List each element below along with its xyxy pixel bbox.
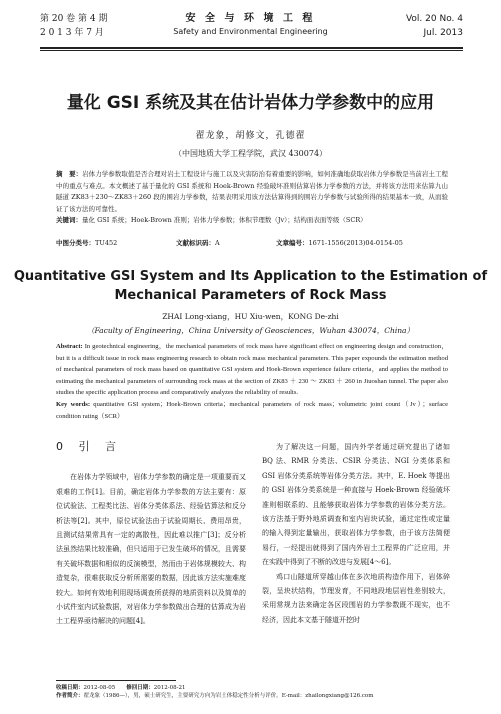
- journal-header: [0, 8, 501, 48]
- abstract-en: [56, 341, 448, 422]
- body-paragraph-3: 鸡口山隧道所穿越山体在多次地质构造作用下，岩体碎裂，呈块状结构，节理发育，不同地段地层岩性差别较大，采用常规力法来确定各区段围岩的力学参数既不现实，也不经济，因此本文基于隧道开挖时: [262, 572, 450, 624]
- section-number: 0: [56, 440, 69, 453]
- authors-cn: 翟龙象，胡修文，孔德翟: [195, 131, 306, 141]
- doc-value: A: [215, 239, 220, 247]
- header-rule-thin: [40, 50, 463, 51]
- date-line: Jul. 2013: [423, 28, 463, 38]
- journal-name-cn: 安 全 与 环 境 工 程: [185, 13, 316, 24]
- clc-label: 中图分类号：: [56, 239, 95, 247]
- keywords-cn-text: 量化 GSI 系统；Hoek-Brown 准则；岩体力学参数；体积节理数（Jv）；结构面表面等级（SCR）: [82, 216, 367, 225]
- issue-line-2: 2 0 1 3 年 7 月: [40, 28, 104, 38]
- affiliation-cn: （中国地质大学工程学院，武汉 430074）: [173, 149, 328, 158]
- section-heading: [56, 440, 246, 454]
- issue-line-1: 第 20 卷 第 4 期: [40, 14, 108, 24]
- received-label: 收稿日期：: [56, 685, 84, 691]
- received-date: 2012-08-05: [83, 685, 116, 691]
- footnote: [56, 684, 456, 700]
- article-label: 文章编号：: [276, 239, 309, 247]
- abstract-cn-text: 岩体力学参数取值是否合理对岩土工程设计与施工以及灾害防治有着重要的影响，如何准确地获取岩体力学参数是当前岩土工程中的重点与难点。本文概述了基于量化的 GSI 系统和 Hoek-Brown 经验破坏准则估算岩体力学参数的方法，并将该方法用来估算九山隧道 ZK83＋230～ZK83＋260 段的围岩力学参数，结果表明采用该方法估算得到的围岩力学参数与试验所得的结果基本一致，从而验证了该方法的可靠性。: [56, 170, 449, 213]
- classification-row: [56, 238, 456, 249]
- keywords-cn-label: 关键词：: [56, 216, 82, 225]
- abstract-en-label: Abstract:: [56, 343, 83, 350]
- header-rule-thick: [40, 47, 463, 49]
- author-bio-label: 作者简介：: [56, 693, 84, 699]
- revised-date: 2012-08-21: [153, 685, 186, 691]
- body-paragraph-2: 为了解决这一问题，国内外学者通过研究提出了诸如 BQ 法、RMR 分类法、CSIR 分类法、NGI 分类体系和 GSI 岩体分类系统等岩体分类方法。其中，E. Hoek 等提出的 GSI 岩体分类系统是一种直接与 Hoek-Brown 经验破坏准则相联系的、且能够获取岩体力学参数的岩体分类方法。该方法基于野外地质调查和室内岩块试验，通过定性或定量的输入得到定量输出，获取岩体力学参数，由于该方法简便易行，一经提出就得到了国内外岩土工程界的广泛应用，并在实践中得到了不断的改进与发展[4～6]。: [262, 443, 450, 567]
- clc-value: TU452: [95, 239, 118, 247]
- author-bio: 翟龙象（1986—），男，硕士研究生，主要研究方向为岩土体稳定性分析与评价。E-mail：zhailongxiang@126.com: [83, 693, 374, 699]
- title-en: Quantitative GSI System and Its Application to the Estimation of Mechanical Parameters of Rock Mass: [13, 269, 488, 303]
- volume-info: [406, 12, 463, 40]
- footnote-rule: [56, 680, 176, 681]
- abstract-en-text: In geotechnical engineering，the mechanical parameters of rock mass have significant effect on engineering design and construction，but it is a difficult issue in rock mass engineering research to obtain rock mass mechanical parameters. This paper expounds the estimation method of mechanical parameters of rock mass based on quantitative GSI system and Hoek-Brown experience failure criteria，and applies the method to estimating the mechanical parameters of surrounding rock mass at the section of ZK83 ＋ 230 ～ ZK83 ＋ 260 in Jiuoshan tunnel. The paper also studies the specific application process and comparatively analyzes the reliability of results.: [56, 343, 448, 397]
- journal-name-en: Safety and Environmental Engineering: [173, 27, 328, 36]
- revised-label: 修回日期：: [126, 685, 154, 691]
- body-column-right: [262, 440, 450, 627]
- section-title: 引 言: [78, 440, 122, 453]
- body-paragraph-1: 在岩体力学领域中，岩体力学参数的确定是一项重要而又艰难的工作[1]。目前，确定岩体力学参数的方法主要有：原位试验法、工程类比法、岩体分类体系法、经验估算法和反分析法等[2]。其中，原位试验法由于试验周期长、费用昂贵，且测试结果常具有一定的离散性，因此难以推广[3]；反分析法虽然结果比较准确，但只适用于已发生破坏的情况，且需要有关破坏数据和相似的反演模型，然而由于岩体规模较大、构造复杂，很难获取反分析所需要的数据，因此该方法实施难度较大。如何有效地利用现场调查所获得的地质资料以及简单的小试件室内试验数据，对岩体力学参数做出合理的估算成为岩土工程界亟待解决的问题[4]。: [56, 473, 246, 626]
- abstract-cn-label: 摘 要：: [56, 170, 83, 178]
- affiliation-en: （Faculty of Engineering，China University of Geosciences，Wuhan 430074，China）: [86, 326, 415, 335]
- body-column-left: [56, 440, 246, 629]
- volume-line: Vol. 20 No. 4: [405, 14, 463, 24]
- doc-label: 文献标识码：: [176, 239, 215, 247]
- authors-en: ZHAI Long-xiang，HU Xiu-wen，KONG De-zhi: [162, 312, 339, 321]
- abstract-cn: [56, 169, 448, 227]
- article-value: 1671-1556(2013)04-0154-05: [308, 239, 403, 247]
- title-cn: 量化 GSI 系统及其在估计岩体力学参数中的应用: [66, 93, 435, 113]
- keywords-en-label: Key words:: [56, 400, 91, 408]
- keywords-en-text: quantitative GSI system；Hoek-Brown criteria；mechanical parameters of rock mass；volumetric joint count（Jv）；surface condition rating（SCR）: [56, 400, 448, 420]
